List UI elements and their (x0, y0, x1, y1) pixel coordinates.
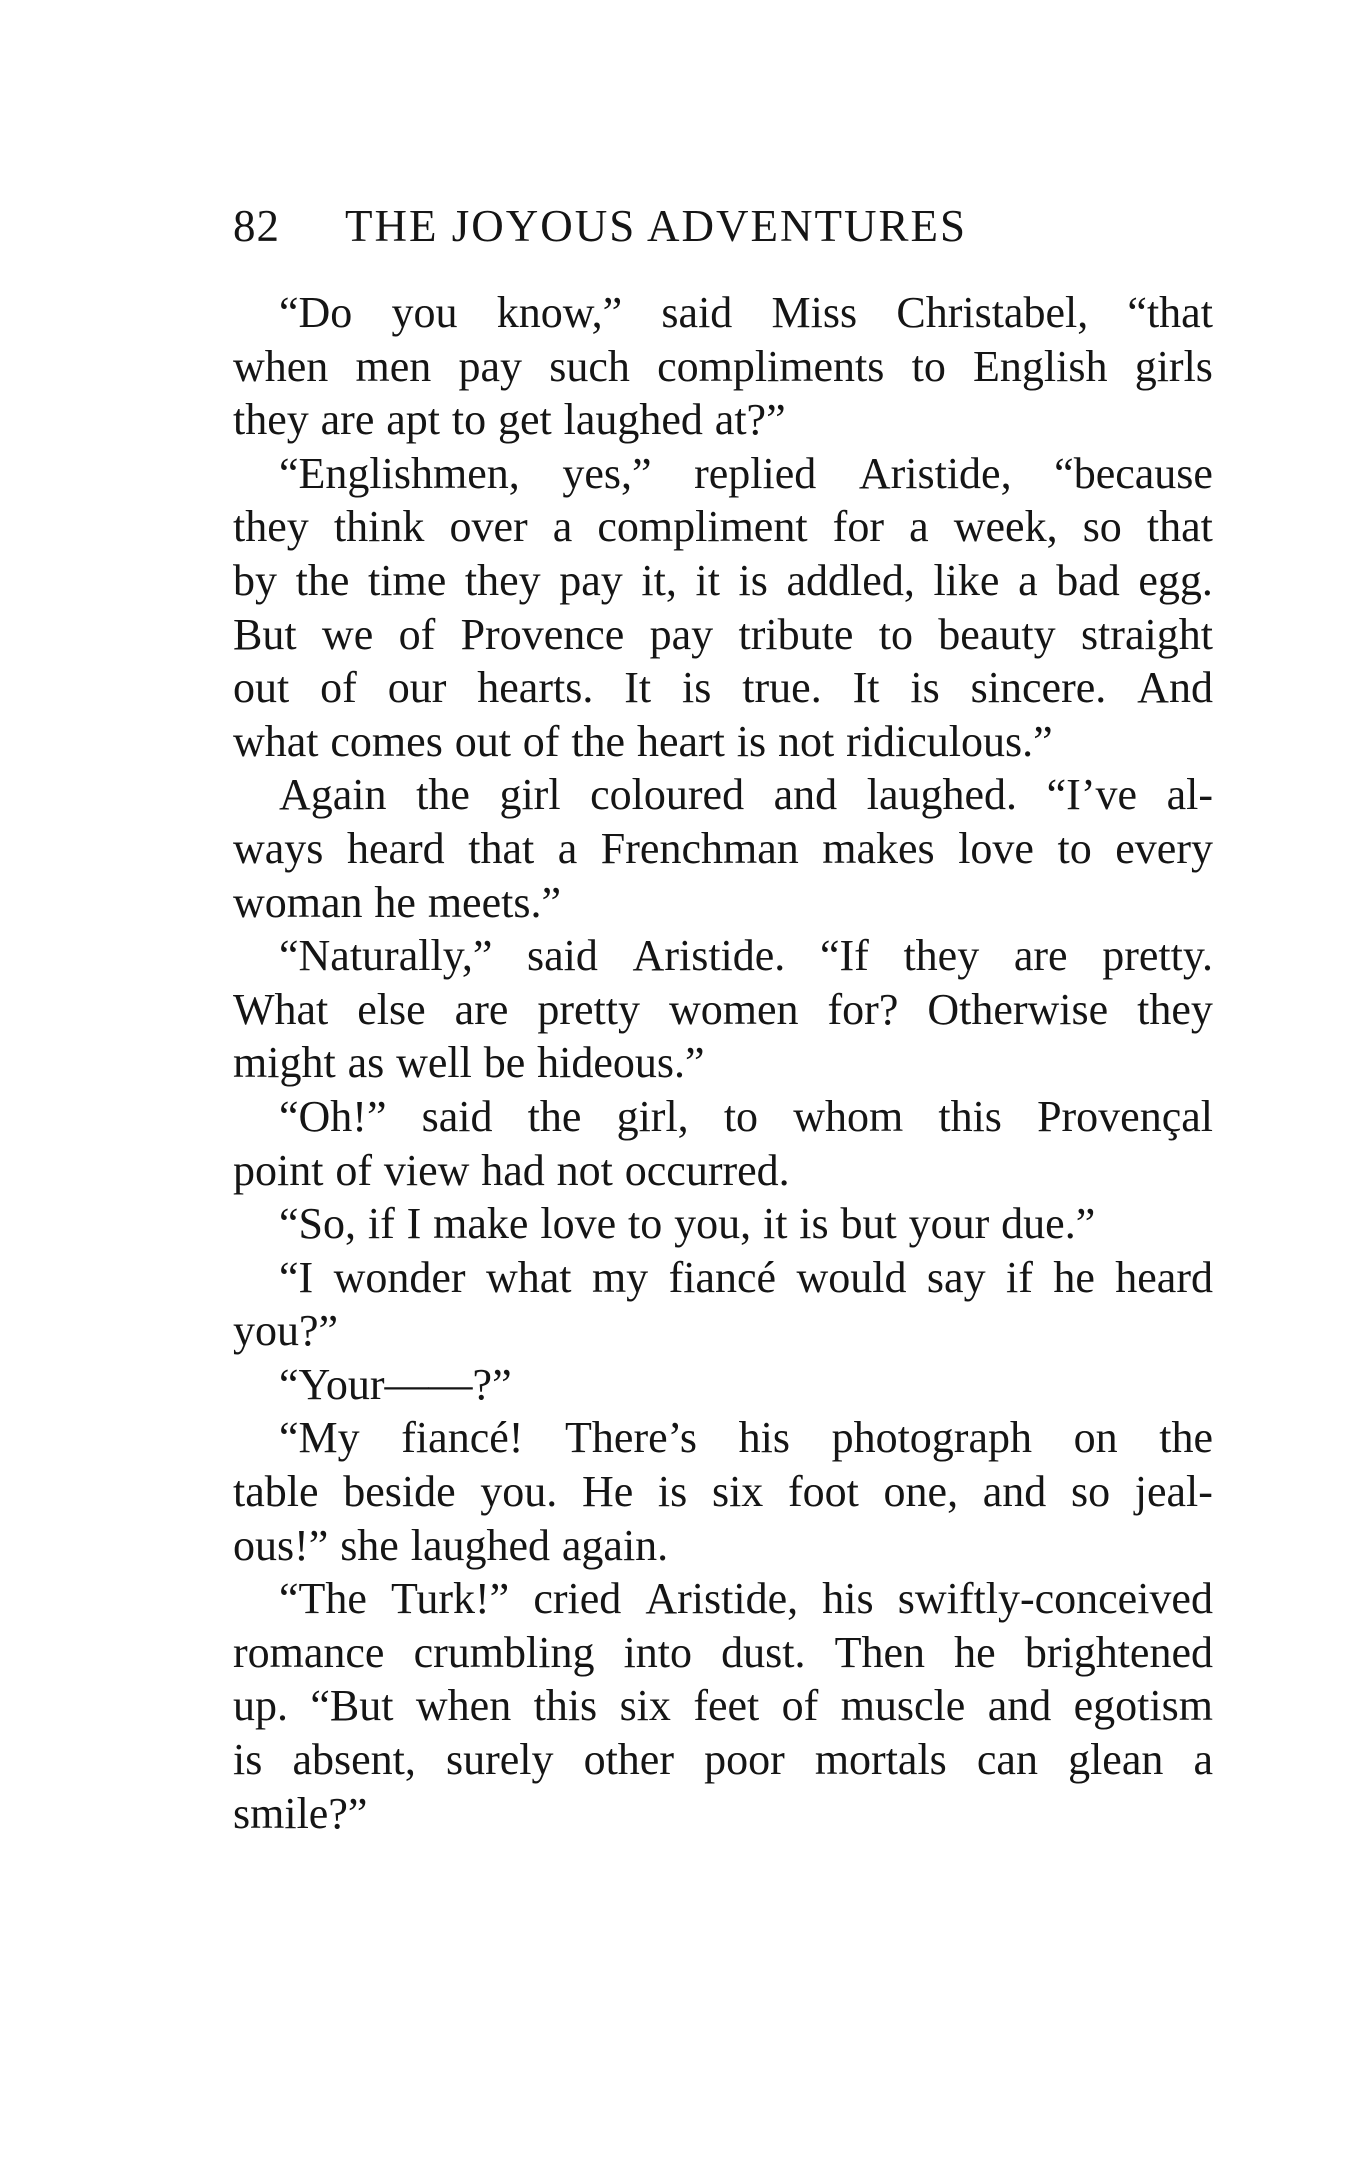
text-line: “I wonder what my fiancé would say if he heard (279, 1252, 1213, 1302)
text-line: “Do you know,” said Miss Christabel, “that (279, 288, 1213, 337)
text-line: when men pay such compliments to English girls (233, 341, 1213, 391)
text-line: “Naturally,” said Aristide. “If they are pretty. (279, 931, 1213, 981)
running-title: THE JOYOUS ADVENTURES (345, 201, 968, 251)
paragraph (233, 1197, 1213, 1251)
paragraph (233, 929, 1213, 1090)
text-line: “My fiancé! There’s his photograph on the (279, 1413, 1213, 1463)
text-line: “So, if I make love to you, it is but your due.” (279, 1199, 1096, 1249)
text-line: “Your——?” (279, 1359, 512, 1409)
text-line: ways heard that a Frenchman makes love to every (233, 823, 1213, 873)
paragraph (233, 1090, 1213, 1197)
paragraph (233, 1251, 1213, 1358)
body-text (233, 286, 1213, 1840)
text-line: they are apt to get laughed at?” (233, 395, 786, 445)
text-line: up. “But when this six feet of muscle and egotism (233, 1681, 1213, 1731)
text-line: what comes out of the heart is not ridiculous.” (233, 716, 1053, 766)
text-line: “Englishmen, yes,” replied Aristide, “because (279, 448, 1213, 498)
text-line: they think over a compliment for a week, so that (233, 502, 1213, 552)
text-line: you?” (233, 1306, 339, 1356)
text-line: What else are pretty women for? Otherwise they (233, 984, 1213, 1034)
text-line: out of our hearts. It is true. It is sincere. And (233, 663, 1213, 713)
text-line: But we of Provence pay tribute to beauty straight (233, 609, 1213, 659)
paragraph (233, 447, 1213, 769)
text-line: smile?” (233, 1788, 368, 1838)
text-line: ous!” she laughed again. (233, 1520, 669, 1570)
text-line: might as well be hideous.” (233, 1038, 705, 1088)
running-head (233, 198, 1213, 254)
paragraph (233, 1411, 1213, 1572)
text-line: by the time they pay it, it is addled, like a bad egg. (233, 555, 1213, 605)
text-line: “Oh!” said the girl, to whom this Provençal (279, 1091, 1213, 1141)
paragraph (233, 1358, 1213, 1412)
paragraph (233, 286, 1213, 447)
text-line: woman he meets.” (233, 877, 561, 927)
text-line: table beside you. He is six foot one, and so jeal- (233, 1467, 1213, 1517)
text-line: “The Turk!” cried Aristide, his swiftly-conceived (279, 1574, 1213, 1624)
text-line: romance crumbling into dust. Then he brightened (233, 1627, 1213, 1677)
page-number: 82 (233, 201, 280, 251)
text-line: is absent, surely other poor mortals can glean a (233, 1735, 1213, 1785)
paragraph (233, 1572, 1213, 1840)
paragraph (233, 768, 1213, 929)
text-line: point of view had not occurred. (233, 1145, 790, 1195)
text-line: Again the girl coloured and laughed. “I’ve al- (279, 770, 1213, 820)
